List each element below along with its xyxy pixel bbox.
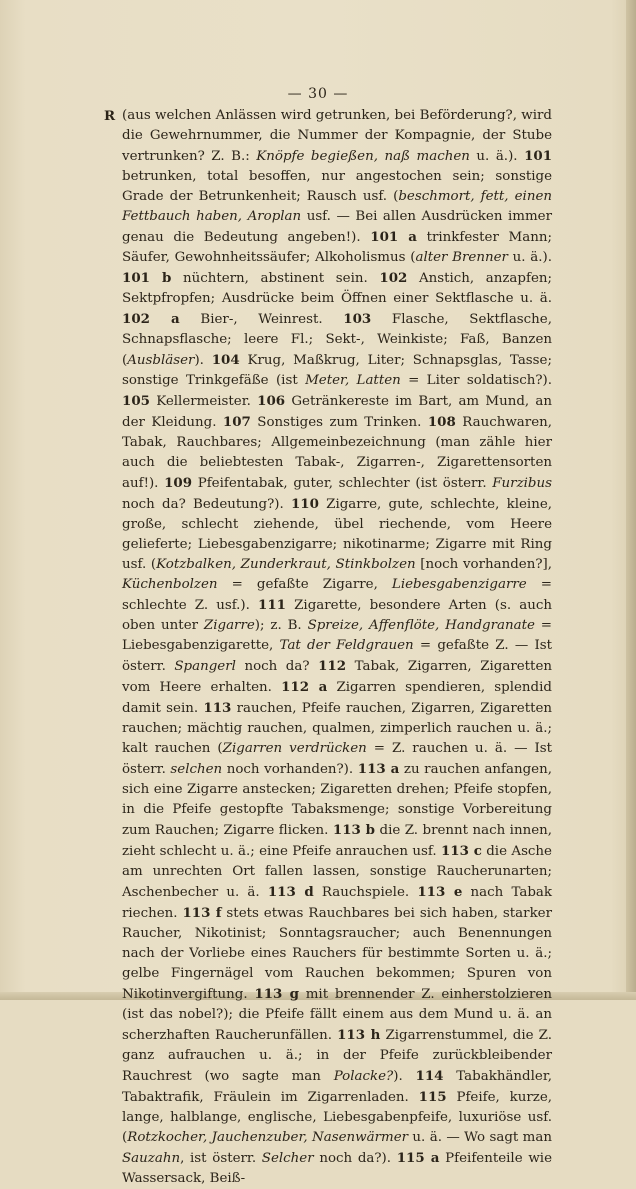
item-number: 112 a	[281, 679, 328, 695]
text-run: noch da?	[235, 659, 319, 674]
text-run: noch da? Bedeutung?).	[122, 497, 291, 512]
text-run: ); z. B.	[254, 618, 308, 633]
item-number: 109	[164, 475, 193, 491]
text-run: u. ä. — Wo sagt man	[408, 1130, 552, 1145]
text-run: = Z. rauchen u. ä. — Ist österr.	[122, 741, 553, 777]
italic-term: Sauzahn	[122, 1151, 181, 1166]
text-run: zu rauchen anfangen, sich eine Zigarre anstecken; Zigaretten drehen; Pfeife stopfen, in die Pfeife gestopfte Tabaksmenge; sonstige Vorbereitung zum Rauchen; Zigarre flicken.	[122, 762, 552, 838]
item-number: 103	[343, 311, 372, 327]
text-run: Zigarren spendieren, splendid damit sein.	[122, 680, 552, 716]
item-number: 108	[427, 414, 456, 430]
italic-term: Meter, Latten	[305, 373, 401, 388]
item-number: 113 h	[337, 1027, 381, 1043]
section-letter: R	[104, 108, 116, 124]
text-block	[104, 106, 553, 1189]
item-number: 101	[524, 148, 553, 164]
italic-term: Selcher	[261, 1151, 314, 1166]
text-run: (aus welchen Anlässen wird getrunken, bei Beförderung?, wird die Gewehrnummer, die Nummer der Kompagnie, der Stube vertrunken? Z. B.:	[122, 108, 552, 164]
item-number: 115 a	[396, 1150, 440, 1166]
item-number: 112	[318, 658, 347, 674]
italic-term: Ausbläser	[127, 353, 195, 368]
italic-term: Liebesgabenzigarre	[391, 577, 527, 592]
text-run: mit brennender Z. einherstolzieren (ist das nobel?); die Pfeife fällt einem aus dem Mund u. ä. an scherzhaften Raucherunfällen.	[122, 987, 552, 1043]
item-number: 113 g	[254, 986, 299, 1002]
item-number: 105	[122, 393, 150, 409]
italic-term: Polacke?	[333, 1069, 394, 1084]
item-number: 111	[258, 597, 286, 613]
text-run: usf. — Bei allen Ausdrücken immer genau die Bedeutung angeben!).	[122, 209, 552, 245]
item-number: 104	[211, 352, 240, 368]
text-run: die Asche am unrechten Ort fallen lassen, sonstige Raucherunarten; Aschenbecher u. ä.	[122, 844, 552, 900]
body-paragraph	[104, 106, 553, 1189]
item-number: 107	[222, 414, 251, 430]
text-run: = Liter soldatisch?).	[400, 373, 552, 388]
text-run: Sonstiges zum Trinken.	[250, 415, 428, 430]
text-run: rauchen, Pfeife rauchen, Zigarren, Zigaretten rauchen; mächtig rauchen, qualmen, zimperlich rauchen u. ä.; kalt rauchen (	[122, 701, 553, 756]
item-number: 102	[379, 270, 408, 286]
text-run: Bier-, Weinrest.	[179, 312, 344, 327]
italic-term: Zigarren verdrücken	[222, 741, 367, 756]
text-run: Pfeifentabak, guter, schlechter (ist österr.	[192, 476, 493, 491]
item-number: 110	[290, 496, 319, 512]
item-number: 113 d	[267, 884, 314, 900]
text-run: nach Tabak riechen.	[122, 885, 552, 921]
text-run: Tabakhändler, Tabaktrafik, Fräulein im Zigarrenladen.	[122, 1069, 553, 1105]
item-number: 113 b	[332, 822, 376, 838]
item-number: 114	[415, 1068, 444, 1084]
text-run: , ist österr.	[180, 1151, 262, 1166]
italic-term: Rotzkocher, Jauchenzuber, Nasenwärmer	[127, 1130, 409, 1145]
text-run: Zigarrenstummel, die Z. ganz aufrauchen u. ä.; in der Pfeife zurückbleibender Rauchrest (wo sagte man	[122, 1028, 553, 1084]
text-run: Rauchwaren, Tabak, Rauchbares; Allgemeinbezeichnung (man zähle hier auch die beliebtesten Tabak-, Zigarren-, Zigarettensorten auf!).	[122, 415, 552, 491]
text-run: = schlechte Z. usf.).	[122, 577, 552, 613]
text-run: [noch vorhanden?],	[415, 557, 552, 572]
text-run: Kellermeister.	[149, 394, 258, 409]
text-run: = gefaßte Zigarre,	[217, 577, 392, 592]
italic-term: alter Brenner	[415, 250, 508, 265]
italic-term: Spreize, Affenflöte, Handgranate	[307, 618, 535, 633]
item-number: 106	[257, 393, 286, 409]
text-run: ).	[194, 353, 212, 368]
text-run: Anstich, anzapfen; Sektpfropfen; Ausdrücke beim Öffnen einer Sektflasche u. ä.	[122, 271, 552, 306]
item-number: 115	[418, 1089, 447, 1105]
text-run: noch vorhanden?).	[222, 762, 358, 777]
item-number: 101 b	[122, 270, 172, 286]
item-number: 113 c	[440, 843, 482, 859]
italic-term: Tat der Feldgrauen	[279, 638, 414, 653]
text-run: Zigarette, besondere Arten (s. auch oben unter	[122, 598, 552, 633]
page-number: — 30 —	[287, 86, 349, 102]
text-run: = gefaßte Z. — Ist österr.	[122, 638, 552, 674]
text-run: ).	[393, 1069, 416, 1084]
item-number: 101 a	[370, 229, 417, 245]
italic-term: beschmort, fett, einen Fettbauch haben, Aroplan	[122, 189, 552, 224]
text-run: stets etwas Rauchbares bei sich haben, starker Raucher, Nikotinist; Sonntagsraucher; auch Benennungen nach der Vorliebe eines Rauchers für bestimmte Sorten u. ä.; gelbe Fingernägel vom Rauchen bekommen; Spuren von Nikotinvergiftung.	[122, 906, 553, 1002]
text-run: Zigarre, gute, schlechte, kleine, große, schlecht ziehende, übel riechende, vom Heere gelieferte; Liebesgabenzigarre; nikotinarme; Zigarre mit Ring usf. (	[122, 497, 552, 572]
text-run: u. ä.).	[507, 250, 552, 265]
text-run: betrunken, total besoffen, nur angestochen sein; sonstige Grade der Betrunkenheit; Rausch usf. (	[122, 169, 552, 204]
italic-term: Küchenbolzen	[122, 577, 218, 592]
text-run: = Liebesgabenzigarette,	[122, 618, 553, 653]
text-run: Tabak, Zigarren, Zigaretten vom Heere erhalten.	[122, 659, 552, 695]
italic-term: Kotzbalken, Zunderkraut, Stinkbolzen	[156, 557, 416, 572]
item-number: 113 e	[417, 884, 463, 900]
text-run: die Z. brennt nach innen, zieht schlecht u. ä.; eine Pfeife anrauchen usf.	[122, 823, 552, 859]
item-number: 113	[203, 700, 232, 716]
italic-term: Spangerl	[174, 659, 236, 674]
text-run: trinkfester Mann; Säufer, Gewohnheitssäufer; Alkoholismus (	[122, 230, 552, 265]
text-run: Flasche, Sektflasche, Schnapsflasche; leere Fl.; Sekt-, Weinkiste; Faß, Banzen (	[122, 312, 552, 368]
italic-term: Knöpfe begießen, naß machen	[256, 149, 470, 164]
italic-term: Zigarre	[203, 618, 255, 633]
text-run: Krug, Maßkrug, Liter; Schnapsglas, Tasse; sonstige Trinkgefäße (ist	[122, 353, 552, 388]
text-run: Pfeifenteile wie Wassersack, Beiß-	[122, 1151, 552, 1186]
item-number: 102 a	[122, 311, 180, 327]
text-run: Pfeife, kurze, lange, halblange, englische, Liebesgabenpfeife, luxuriöse usf. (	[122, 1090, 553, 1145]
text-run: noch da?).	[313, 1151, 397, 1166]
text-run: u. ä.).	[469, 149, 525, 164]
page-edge-right	[626, 0, 636, 1000]
italic-term: selchen	[170, 762, 223, 777]
text-run: Rauchspiele.	[313, 885, 418, 900]
item-number: 113 a	[357, 761, 400, 777]
italic-term: Furzibus	[492, 476, 552, 491]
text-run: Getränkereste im Bart, am Mund, an der Kleidung.	[122, 394, 552, 430]
item-number: 113 f	[182, 905, 222, 921]
text-run: nüchtern, abstinent sein.	[171, 271, 380, 286]
